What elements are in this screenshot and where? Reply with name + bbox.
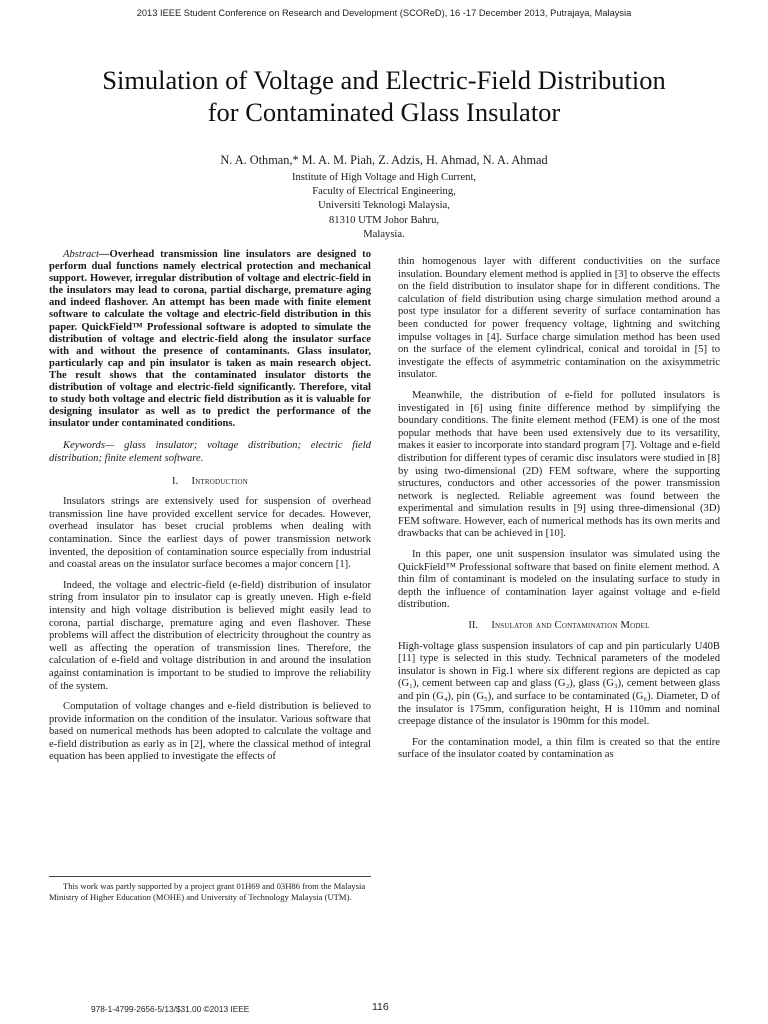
paragraph: Insulators strings are extensively used for suspension of overhead transmission line have provided excellent service for decades. However, overhead insulator has beset crucial problems when dealing with contamination. Since the earliest days of power transmission network invented, the deposition of contamination source especially from industrial and coastal areas on the insulator surface becomes a major concern [1]. — [49, 496, 371, 571]
section-number: I. — [172, 475, 179, 487]
paper-title — [30, 64, 738, 128]
affiliation-line: Universiti Teknologi Malaysia, — [318, 200, 450, 212]
page-number: 116 — [372, 1001, 389, 1013]
affiliation — [0, 171, 768, 242]
abstract-dash: — — [98, 249, 110, 260]
paragraph: Meanwhile, the distribution of e-field for polluted insulators is investigated in [6] using finite difference method by simplifying the boundary conditions. The finite element method (FEM) is one of the most popular methods that have been used extensively due to its versatility, makes it easier to incorporate into standard program [7]. Voltage and e-field distribution for different types of ceramic disc insulators were studied in [8] by using two-dimensional (2D) FEM software, where the supporting structures, conductors and other accessories of the power transmission network is neglected. Reliable agreement was found between the experimental and simulation results in [9] using three-dimensional (3D) FEM software. However, each of numerical methods has its own merits and drawbacks that can be achieved in [10]. — [398, 389, 720, 540]
title-line-1: Simulation of Voltage and Electric-Field Distribution — [102, 65, 666, 95]
paragraph: Computation of voltage changes and e-field distribution is believed to provide information on the condition of the insulator. Various software that based on numerical methods has been adopted to calculate the voltage and e-field distribution as early as in [2], where the classical method of integral equation has been applied to investigate the effects of — [49, 701, 371, 763]
conference-header: 2013 IEEE Student Conference on Research and Development (SCOReD), 16 -17 December 2013, Putrajaya, Malaysia — [136, 8, 632, 18]
paragraph: High-voltage glass suspension insulators of cap and pin particularly U40B [11] type is selected in this study. Technical parameters of the modeled insulator is shown in Fig.1 where six different regions are depicted as cap (G₁), cement between cap and glass (G₂), glass (G₃), cement between glass and pin (G₄), pin (G₅), and surface to be contaminated (G₆). Diameter, D of the insulator is 175mm, configuration height, H is 110mm and nominal creepage distance of the insulator is 190mm for this model. — [398, 640, 720, 728]
paragraph: In this paper, one unit suspension insulator was simulated using the QuickField™ Professional software that based on finite element method. A thin film of contaminant is modeled on the insulating surface to study in depth the influence of contamination layer against voltage and e-field distribution. — [398, 549, 720, 611]
affiliation-line: Faculty of Electrical Engineering, — [312, 186, 456, 198]
paragraph: Indeed, the voltage and electric-field (e-field) distribution of insulator string from insulator pin to insulator cap is greatly uneven. High e-field intensity and high voltage distribution is believed might easily lead to corona, partial discharge, premature aging and even flashover. These problems will affect the distribution of electricity throughout the country as well as affecting the operation of transmission lines. Therefore, the calculation of e-field and voltage distribution in and around the insulation against contamination is important to be studied to improve the reliability of the system. — [49, 579, 371, 692]
section-title: Introduction — [191, 475, 248, 487]
isbn-footer: 978-1-4799-2656-5/13/$31.00 ©2013 IEEE — [91, 1004, 250, 1014]
keywords: Keywords— glass insulator; voltage distribution; electric field distribution; finite element software. — [49, 440, 371, 464]
footnote-rule — [49, 876, 371, 877]
paragraph: For the contamination model, a thin film is created so that the entire surface of the insulator coated by contamination as — [398, 736, 720, 761]
section-title: Insulator and Contamination Model — [491, 620, 650, 632]
affiliation-line: Institute of High Voltage and High Current, — [291, 172, 477, 183]
abstract-body: Overhead transmission line insulators are designed to perform dual functions namely electrical protection and mechanical support. However, irregular distribution of voltage and electric-field in the insulators may lead to corona, partial discharge, premature aging and indeed flashover. An attempt has been made with finite element software to calculate the voltage and electric-field distribution in this paper. QuickField™ Professional software is adopted to simulate the distribution of voltage and electric-field along the insulator surface with and without the presence of contaminants. Glass insulator, particularly cap and pin insulator is taken as main research object. The result shows that the contaminated insulator distorts the distribution of voltage and electric-field significantly. Therefore, vital to study both voltage and electric field distribution as it is valuable for designing insulator as well as to predict the performance of the insulator under contaminated conditions. — [49, 249, 371, 430]
footnote-text: This work was partly supported by a project grant 01H69 and 03H86 from the Malaysia Ministry of Higher Education (MOHE) and University of Technology Malaysia (UTM). — [49, 881, 366, 902]
affiliation-line: Malaysia. — [363, 228, 405, 240]
section-heading-introduction — [49, 476, 371, 489]
section-heading-model — [398, 620, 720, 633]
footnote — [49, 876, 371, 903]
section-number: II. — [468, 620, 479, 632]
abstract-label: Abstract — [63, 249, 99, 260]
author-list: N. A. Othman,* M. A. M. Piah, Z. Adzis, H. Ahmad, N. A. Ahmad — [220, 153, 548, 167]
right-column — [398, 256, 720, 770]
affiliation-line: 81310 UTM Johor Bahru, — [328, 214, 440, 226]
paragraph: thin homogenous layer with different conductivities on the surface insulation. Boundary element method is applied in [3] to observe the effects on the field distribution to insulator shape for in different conditions. The calculation of field distribution using charge simulation method around a post type insulator for a different severity of surface contamination has been conducted for power frequency voltage, lightning and switching impulse voltages in [4]. Surface charge simulation method has been used on the surface of the element cylindrical, conical and toroidal in [5] to investigate the effects of asymmetric contamination on the axisymmetric insulator. — [398, 256, 720, 381]
abstract — [49, 249, 371, 430]
title-line-2: for Contaminated Glass Insulator — [207, 97, 561, 127]
left-column — [49, 249, 371, 772]
